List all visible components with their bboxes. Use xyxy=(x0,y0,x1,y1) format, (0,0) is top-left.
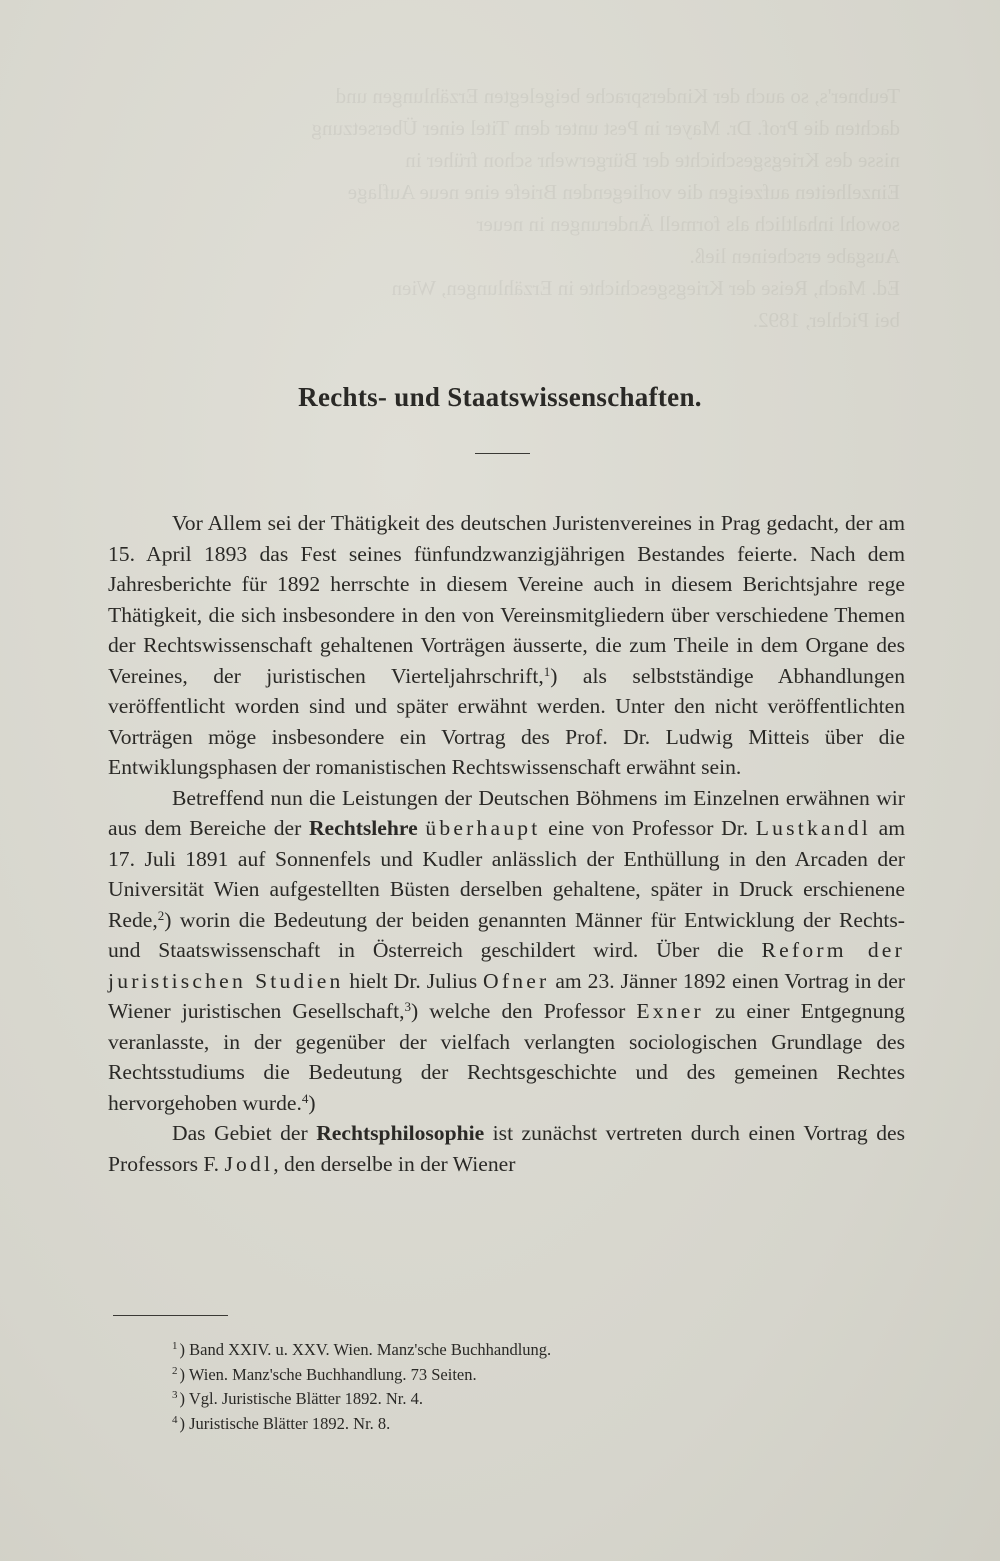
footnote xyxy=(172,1363,872,1388)
footnote-divider xyxy=(113,1315,228,1316)
spaced-name: Exner xyxy=(636,999,704,1023)
text-run: am 23. Jänner 1892 einen Vortrag in der Wiener juristischen Gesellschaft, xyxy=(108,968,905,1023)
section-title: Rechts- und Staatswissenschaften. xyxy=(298,382,702,412)
footnote-text: ) Vgl. Juristische Blätter 1892. Nr. 4. xyxy=(179,1389,424,1408)
spaced-name: Jodl xyxy=(224,1151,274,1176)
footnote-mark: 3 xyxy=(172,1389,178,1401)
text-run: ) worin die Bedeutung der beiden genannten Männer für Entwicklung der Rechts- und Staatswissenschaft in Österreich geschildert wird. Über die xyxy=(108,907,905,962)
spaced-name: Lustkandl xyxy=(755,816,871,840)
footnote-text: ) Juristische Blätter 1892. Nr. 8. xyxy=(179,1413,391,1433)
bleed-line: Teubner's, so auch der Kindersprache beigelegten Erzählungen und xyxy=(335,84,900,108)
paragraph xyxy=(108,1118,905,1179)
text-run: ) xyxy=(308,1090,316,1115)
bleed-line: nisse des Kriegsgeschichte der Bürgerwehr schon früher in xyxy=(405,148,900,172)
spaced-name: Ofner xyxy=(483,968,550,993)
bold-term: Rechtslehre xyxy=(308,816,418,840)
body-text xyxy=(108,508,905,1179)
text-run: , den derselbe in der Wiener xyxy=(273,1151,516,1176)
spaced-term: überhaupt xyxy=(425,816,541,840)
footnote-mark: 1 xyxy=(172,1340,178,1352)
bleed-line: dachten die Prof. Dr. Mayer in Pest unter dem Titel einer Übersetzung xyxy=(311,116,900,140)
text-run: am 17. Juli 1891 auf Sonnenfels und Kudler anlässlich der Enthüllung in den Arcaden der Universität Wien aufgestellten Büsten derselben gehaltene, später in Druck erschienene Rede, xyxy=(108,816,905,932)
title-divider xyxy=(475,453,530,454)
paragraph xyxy=(108,783,905,1119)
text-run: ) welche den Professor xyxy=(410,999,637,1023)
bleed-line: Ed. Mach, Reise der Kriegsgeschichte in Erzählungen, Wien xyxy=(391,276,900,300)
footnote-ref: 4 xyxy=(301,1090,309,1106)
text-run: ist zunächst vertreten durch einen Vortrag des Professors F. xyxy=(108,1121,905,1176)
footnote-ref: 2 xyxy=(157,907,165,923)
footnote-ref: 3 xyxy=(404,999,411,1014)
bleed-line: sowohl inhaltlich als formell Änderungen in neuer xyxy=(476,212,900,236)
text-run: eine von Professor Dr. xyxy=(540,816,756,840)
spaced-term: Reform der juristischen Studien xyxy=(108,938,905,993)
footnote xyxy=(172,1412,872,1437)
paragraph xyxy=(108,508,905,783)
bleed-line: bei Pichler, 1892. xyxy=(752,308,900,332)
footnote-mark: 2 xyxy=(172,1364,178,1377)
bleed-line: Ausgabe erscheinen ließ. xyxy=(689,244,900,268)
text-run: zu einer Entgegnung veranlasste, in der gegenüber der vielfach verlangten sociologischen Grundlage des Rechtsstudiums die Bedeutung der Rechtsgeschichte und des gemeinen Rechtes hervorgehoben wurde. xyxy=(108,999,905,1115)
footnote-text: ) Wien. Manz'sche Buchhandlung. 73 Seiten. xyxy=(179,1364,477,1384)
text-run: Betreffend nun die Leistungen der Deutschen Böhmens im Einzelnen erwähnen wir aus dem Bereiche der xyxy=(108,785,905,840)
text-run: Das Gebiet der xyxy=(172,1121,317,1145)
text-run: hielt Dr. Julius xyxy=(343,968,484,993)
footnote-ref: 1 xyxy=(543,663,551,679)
footnotes xyxy=(172,1338,872,1436)
footnote-mark: 4 xyxy=(172,1413,178,1426)
text-run: Vor Allem sei der Thätigkeit des deutschen Juristenvereines in Prag gedacht, der am 15. April 1893 das Fest seines fünfundzwanzigjährigen Bestandes feierte. Nach dem Jahresberichte für 1892 herrschte in diesem Vereine auch in diesem Berichtsjahre rege Thätigkeit, die sich insbesondere in den von Vereinsmitgliedern über verschiedene Themen der Rechtswissenschaft gehaltenen Vorträgen äusserte, die zum Theile in dem Organe des Vereines, der juristischen Vierteljahrschrift, xyxy=(108,511,905,688)
bleed-line: Einzelheiten aufzeigen die vorliegenden Briefe eine neue Auflage xyxy=(347,180,900,204)
footnote-text: ) Band XXIV. u. XXV. Wien. Manz'sche Buchhandlung. xyxy=(179,1340,552,1359)
text-run: ) als selbstständige Abhandlungen veröffentlicht worden sind und später erwähnt werden. Unter den nicht veröffentlichten Vorträgen möge insbesondere ein Vortrag des Prof. Dr. Ludwig Mitteis über die Entwiklungsphasen der romanistischen Rechtswissenschaft erwähnt sein. xyxy=(108,663,905,779)
footnote xyxy=(172,1387,872,1412)
bold-term: Rechtsphilosophie xyxy=(316,1121,485,1145)
footnote xyxy=(172,1338,872,1363)
